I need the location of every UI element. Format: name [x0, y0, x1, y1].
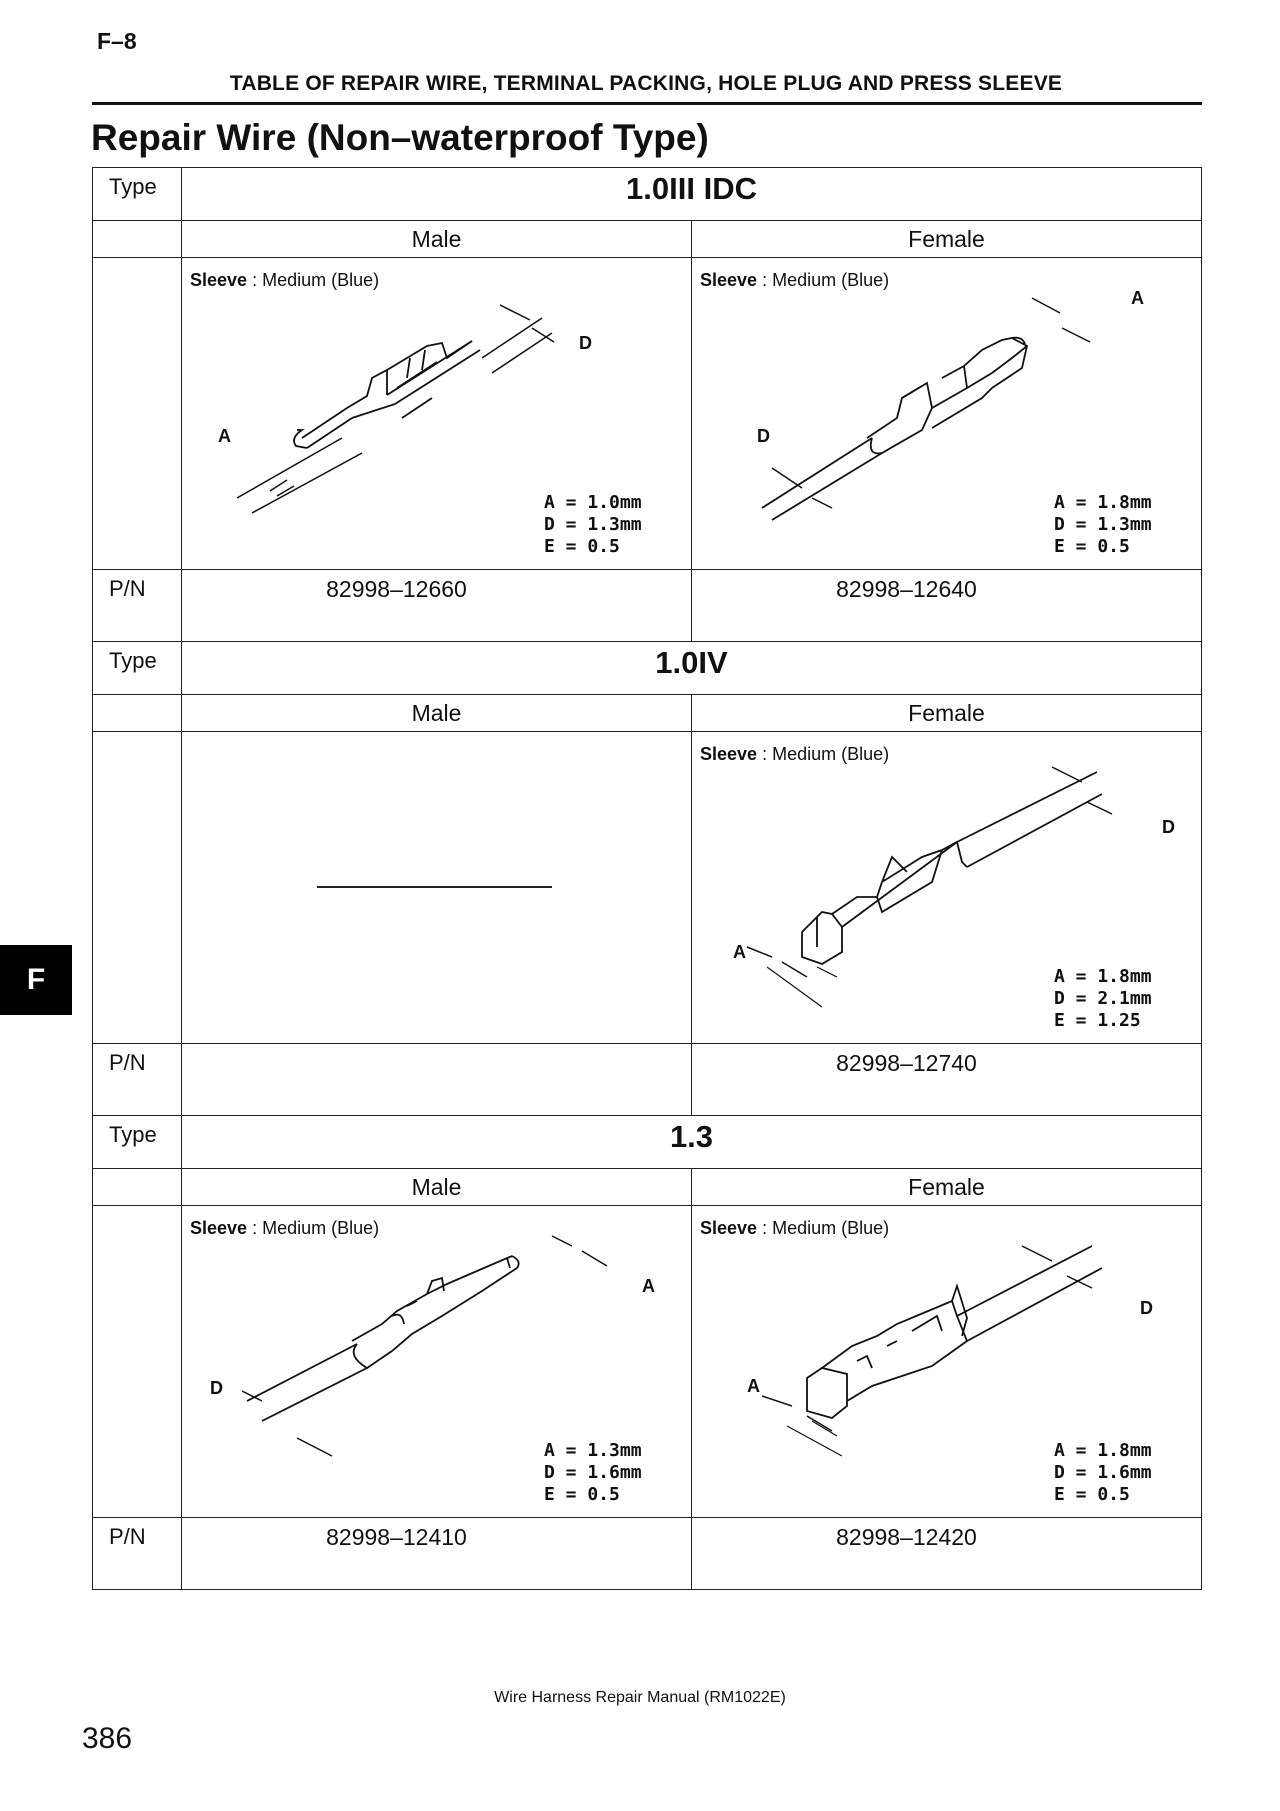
dim-letter-d: D [757, 426, 770, 446]
male-drawing-cell-empty [182, 732, 692, 1044]
type-value: 1.3 [182, 1116, 1202, 1169]
dimension-list: A = 1.8mm D = 1.6mm E = 0.5 [1054, 1440, 1152, 1505]
dim-letter-a: A [642, 1276, 655, 1296]
drawing-row-2 [93, 732, 1202, 1044]
type-label: Type [109, 648, 157, 673]
type-label-cell [93, 168, 182, 221]
dimension-list: A = 1.8mm D = 2.1mm E = 1.25 [1054, 966, 1152, 1031]
page-number: 386 [82, 1722, 133, 1755]
female-drawing-cell [692, 258, 1202, 570]
type-label: Type [109, 1122, 157, 1147]
female-drawing-cell [692, 1206, 1202, 1518]
dim-letter-a: A [733, 942, 746, 962]
section-title: Repair Wire (Non–waterproof Type) [91, 117, 709, 158]
male-part-number [182, 1044, 691, 1050]
dim-letter-d: D [1140, 1298, 1153, 1318]
gender-row-2 [93, 695, 1202, 732]
dim-letter-a: A [747, 1376, 760, 1396]
male-part-number: 82998–12410 [326, 1524, 467, 1550]
type-value: 1.0III IDC [182, 168, 1202, 221]
male-header: Male [182, 695, 692, 732]
header-rule [92, 102, 1202, 105]
male-header: Male [182, 1169, 692, 1206]
footer-manual-title: Wire Harness Repair Manual (RM1022E) [494, 1689, 786, 1706]
sleeve-note: Sleeve : Medium (Blue) [700, 270, 890, 290]
female-part-number: 82998–12420 [836, 1524, 977, 1550]
drawing-row-1 [93, 258, 1202, 570]
female-header: Female [692, 221, 1202, 258]
gender-row-1 [93, 221, 1202, 258]
female-part-number: 82998–12640 [836, 576, 977, 602]
gender-row-3 [93, 1169, 1202, 1206]
female-part-number: 82998–12740 [836, 1050, 977, 1076]
pn-row-1 [93, 570, 1202, 642]
sleeve-note: Sleeve : Medium (Blue) [190, 270, 380, 290]
type-row-2 [93, 642, 1202, 695]
type-row-3 [93, 1116, 1202, 1169]
section-tab: F [0, 945, 72, 1015]
male-drawing-cell [182, 1206, 692, 1518]
male-drawing-cell [182, 258, 692, 570]
sleeve-note: Sleeve : Medium (Blue) [700, 744, 890, 764]
pn-label: P/N [109, 1050, 146, 1075]
dim-letter-d: D [210, 1378, 223, 1398]
dimension-list: A = 1.8mm D = 1.3mm E = 0.5 [1054, 492, 1152, 557]
dim-letter-d: D [579, 333, 592, 353]
pn-row-3 [93, 1518, 1202, 1590]
dim-letter-d: D [1162, 817, 1175, 837]
repair-wire-table [92, 167, 1202, 1590]
sleeve-note: Sleeve : Medium (Blue) [190, 1218, 380, 1238]
female-drawing-cell [692, 732, 1202, 1044]
type-value: 1.0IV [182, 642, 1202, 695]
male-header: Male [182, 221, 692, 258]
sleeve-note: Sleeve : Medium (Blue) [700, 1218, 890, 1238]
female-header: Female [692, 695, 1202, 732]
female-header: Female [692, 1169, 1202, 1206]
dimension-list: A = 1.0mm D = 1.3mm E = 0.5 [544, 492, 642, 557]
running-head: TABLE OF REPAIR WIRE, TERMINAL PACKING, HOLE PLUG AND PRESS SLEEVE [229, 72, 1063, 95]
pn-row-2 [93, 1044, 1202, 1116]
type-row-1 [93, 168, 1202, 221]
dimension-list: A = 1.3mm D = 1.6mm E = 0.5 [544, 1440, 642, 1505]
pn-label: P/N [109, 576, 146, 601]
pn-label: P/N [109, 1524, 146, 1549]
dim-letter-a: A [218, 426, 231, 446]
drawing-row-3 [93, 1206, 1202, 1518]
dim-letter-a: A [1131, 288, 1144, 308]
type-label: Type [109, 174, 157, 199]
page-code: F–8 [97, 28, 137, 54]
not-applicable-line [317, 886, 552, 888]
male-part-number: 82998–12660 [326, 576, 467, 602]
